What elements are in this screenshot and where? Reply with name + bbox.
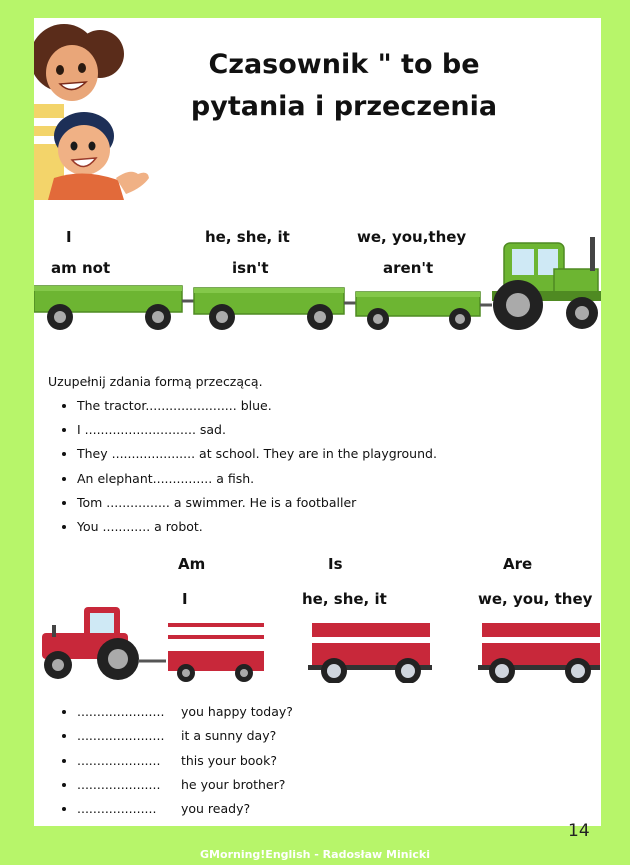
page-number: 14 <box>568 821 590 841</box>
question-subject-we-you-they: we, you, they <box>478 590 593 608</box>
list-item: • They ..................... at school. They are in the playground. <box>77 442 437 466</box>
exercise-1-instruction: Uzupełnij zdania formą przeczącą. <box>48 374 263 389</box>
children-illustration <box>34 18 154 200</box>
red-tractor-train <box>34 603 601 683</box>
list-item <box>77 724 293 748</box>
answer-blank: ..................... <box>77 776 161 792</box>
list-item: • Tom ................ a swimmer. He is a footballer <box>77 491 437 515</box>
answer-blank: ..................... <box>77 752 161 768</box>
question-text: he your brother? <box>180 776 286 792</box>
neg-subject-he-she-it: he, she, it <box>205 228 290 246</box>
question-verb-is: Is <box>328 555 343 573</box>
exercise-questions <box>48 700 293 821</box>
neg-form-arent: aren't <box>383 259 434 277</box>
red-wagon-3 <box>478 623 600 683</box>
question-verb-am: Am <box>178 555 206 573</box>
list-item: • I ............................ sad. <box>77 418 437 442</box>
worksheet-page <box>34 18 601 826</box>
question-text: this your book? <box>180 752 277 768</box>
list-item: • The tractor....................... blue. <box>77 394 437 418</box>
title-line-1: Czasownik " to be <box>208 49 480 80</box>
green-wagon-2 <box>194 288 344 330</box>
footer-credit: GMorning!English - Radosław Minicki <box>200 848 430 861</box>
question-text: it a sunny day? <box>180 728 277 744</box>
green-tractor-train <box>34 233 601 333</box>
exercise-1-list <box>48 394 437 539</box>
question-subject-he-she-it: he, she, it <box>302 590 387 608</box>
neg-subject-i: I <box>66 228 72 246</box>
green-wagon-1 <box>34 286 182 330</box>
answer-blank: ...................... <box>77 728 165 744</box>
list-item <box>77 797 293 821</box>
question-text: you ready? <box>180 801 251 817</box>
neg-form-am-not: am not <box>51 259 111 277</box>
red-tractor <box>42 607 139 680</box>
red-wagon-2 <box>308 623 432 683</box>
list-item <box>77 749 293 773</box>
title-line-2: pytania i przeczenia <box>190 91 498 122</box>
answer-blank: ...................... <box>77 704 165 719</box>
list-item: • An elephant............... a fish. <box>77 467 437 491</box>
list-item <box>77 773 293 797</box>
neg-subject-we-you-they: we, you,they <box>357 228 467 246</box>
page-title <box>184 44 504 128</box>
question-text: you happy today? <box>180 704 293 719</box>
green-tractor <box>492 237 601 330</box>
answer-blank: .................... <box>77 801 157 817</box>
question-verb-are: Are <box>503 555 533 573</box>
list-item <box>77 700 293 724</box>
exercise-negative <box>48 370 437 539</box>
neg-form-isnt: isn't <box>232 259 269 277</box>
question-subject-i: I <box>182 590 188 608</box>
red-wagon-1 <box>168 623 264 682</box>
green-wagon-3 <box>356 292 480 330</box>
list-item: • You ............ a robot. <box>77 515 437 539</box>
